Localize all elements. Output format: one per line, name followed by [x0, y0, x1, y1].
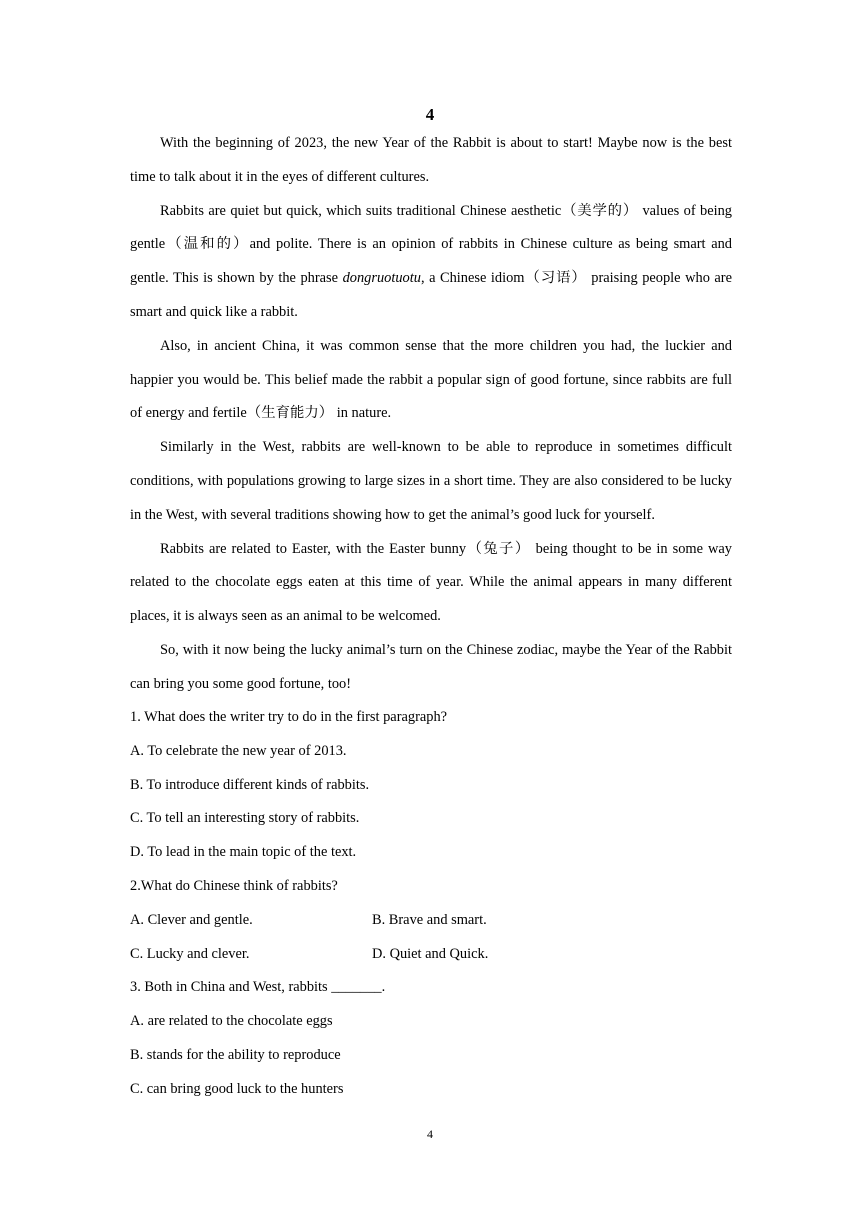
- question-2-stem: 2.What do Chinese think of rabbits?: [130, 877, 338, 894]
- question-3-stem: 3. Both in China and West, rabbits _______.: [130, 979, 386, 996]
- paragraph-2-part-a: Rabbits are quiet but quick, which suits traditional Chinese aesthetic（美学的） values of being gentle（温和的）and polite. There is an opinion of rabbits in Chinese culture as being smart and gentle. This is shown by the phrase: [130, 202, 732, 287]
- question-3-option-c: C. can bring good luck to the hunters: [130, 1080, 344, 1097]
- question-2-option-a: A. Clever and gentle.: [130, 911, 253, 928]
- question-2-option-d: D. Quiet and Quick.: [372, 945, 489, 962]
- paragraph-2-part-b: , a Chinese idiom（习语） praising people who are smart and quick like a rabbit.: [130, 270, 732, 320]
- question-list: [130, 701, 732, 1107]
- question-1-option-a: A. To celebrate the new year of 2013.: [130, 742, 347, 759]
- page-number-footer: 4: [427, 1127, 433, 1141]
- question-2-option-c: C. Lucky and clever.: [130, 945, 250, 962]
- paragraph-3: Also, in ancient China, it was common sense that the more children you had, the luckier and happier you would be. This belief made the rabbit a popular sign of good fortune, since rabbits are full of energy and fertile（生育能力） in nature.: [130, 337, 732, 422]
- passage-number: 4: [425, 105, 435, 124]
- question-3-option-b: B. stands for the ability to reproduce: [130, 1046, 341, 1063]
- question-1-option-c: C. To tell an interesting story of rabbits.: [130, 810, 360, 827]
- paragraph-2: [130, 195, 732, 330]
- question-1-option-d: D. To lead in the main topic of the text.: [130, 844, 357, 861]
- question-2-option-b: B. Brave and smart.: [372, 911, 487, 928]
- paragraph-4: Similarly in the West, rabbits are well-known to be able to reproduce in sometimes difficult conditions, with populations growing to large sizes in a short time. They are also considered to be lucky in the West, with several traditions showing how to get the animal’s good luck for yourself.: [130, 439, 732, 523]
- question-1-option-b: B. To introduce different kinds of rabbits.: [130, 776, 370, 793]
- reading-passage: [130, 127, 732, 702]
- question-2-options-row-2: [130, 938, 732, 972]
- paragraph-1: With the beginning of 2023, the new Year of the Rabbit is about to start! Maybe now is the best time to talk about it in the eyes of different cultures.: [130, 135, 732, 185]
- question-3-option-a: A. are related to the chocolate eggs: [130, 1013, 333, 1030]
- paragraph-5: Rabbits are related to Easter, with the Easter bunny（兔子） being thought to be in some way related to the chocolate eggs eaten at this time of year. While the animal appears in many different places, it is always seen as an animal to be welcomed.: [130, 540, 732, 625]
- paragraph-6: So, with it now being the lucky animal’s turn on the Chinese zodiac, maybe the Year of the Rabbit can bring you some good fortune, too!: [130, 641, 732, 692]
- question-2-options-row-1: [130, 904, 732, 938]
- question-1-stem: 1. What does the writer try to do in the first paragraph?: [130, 709, 448, 725]
- idiom-italic: dongruotuotu: [342, 270, 421, 287]
